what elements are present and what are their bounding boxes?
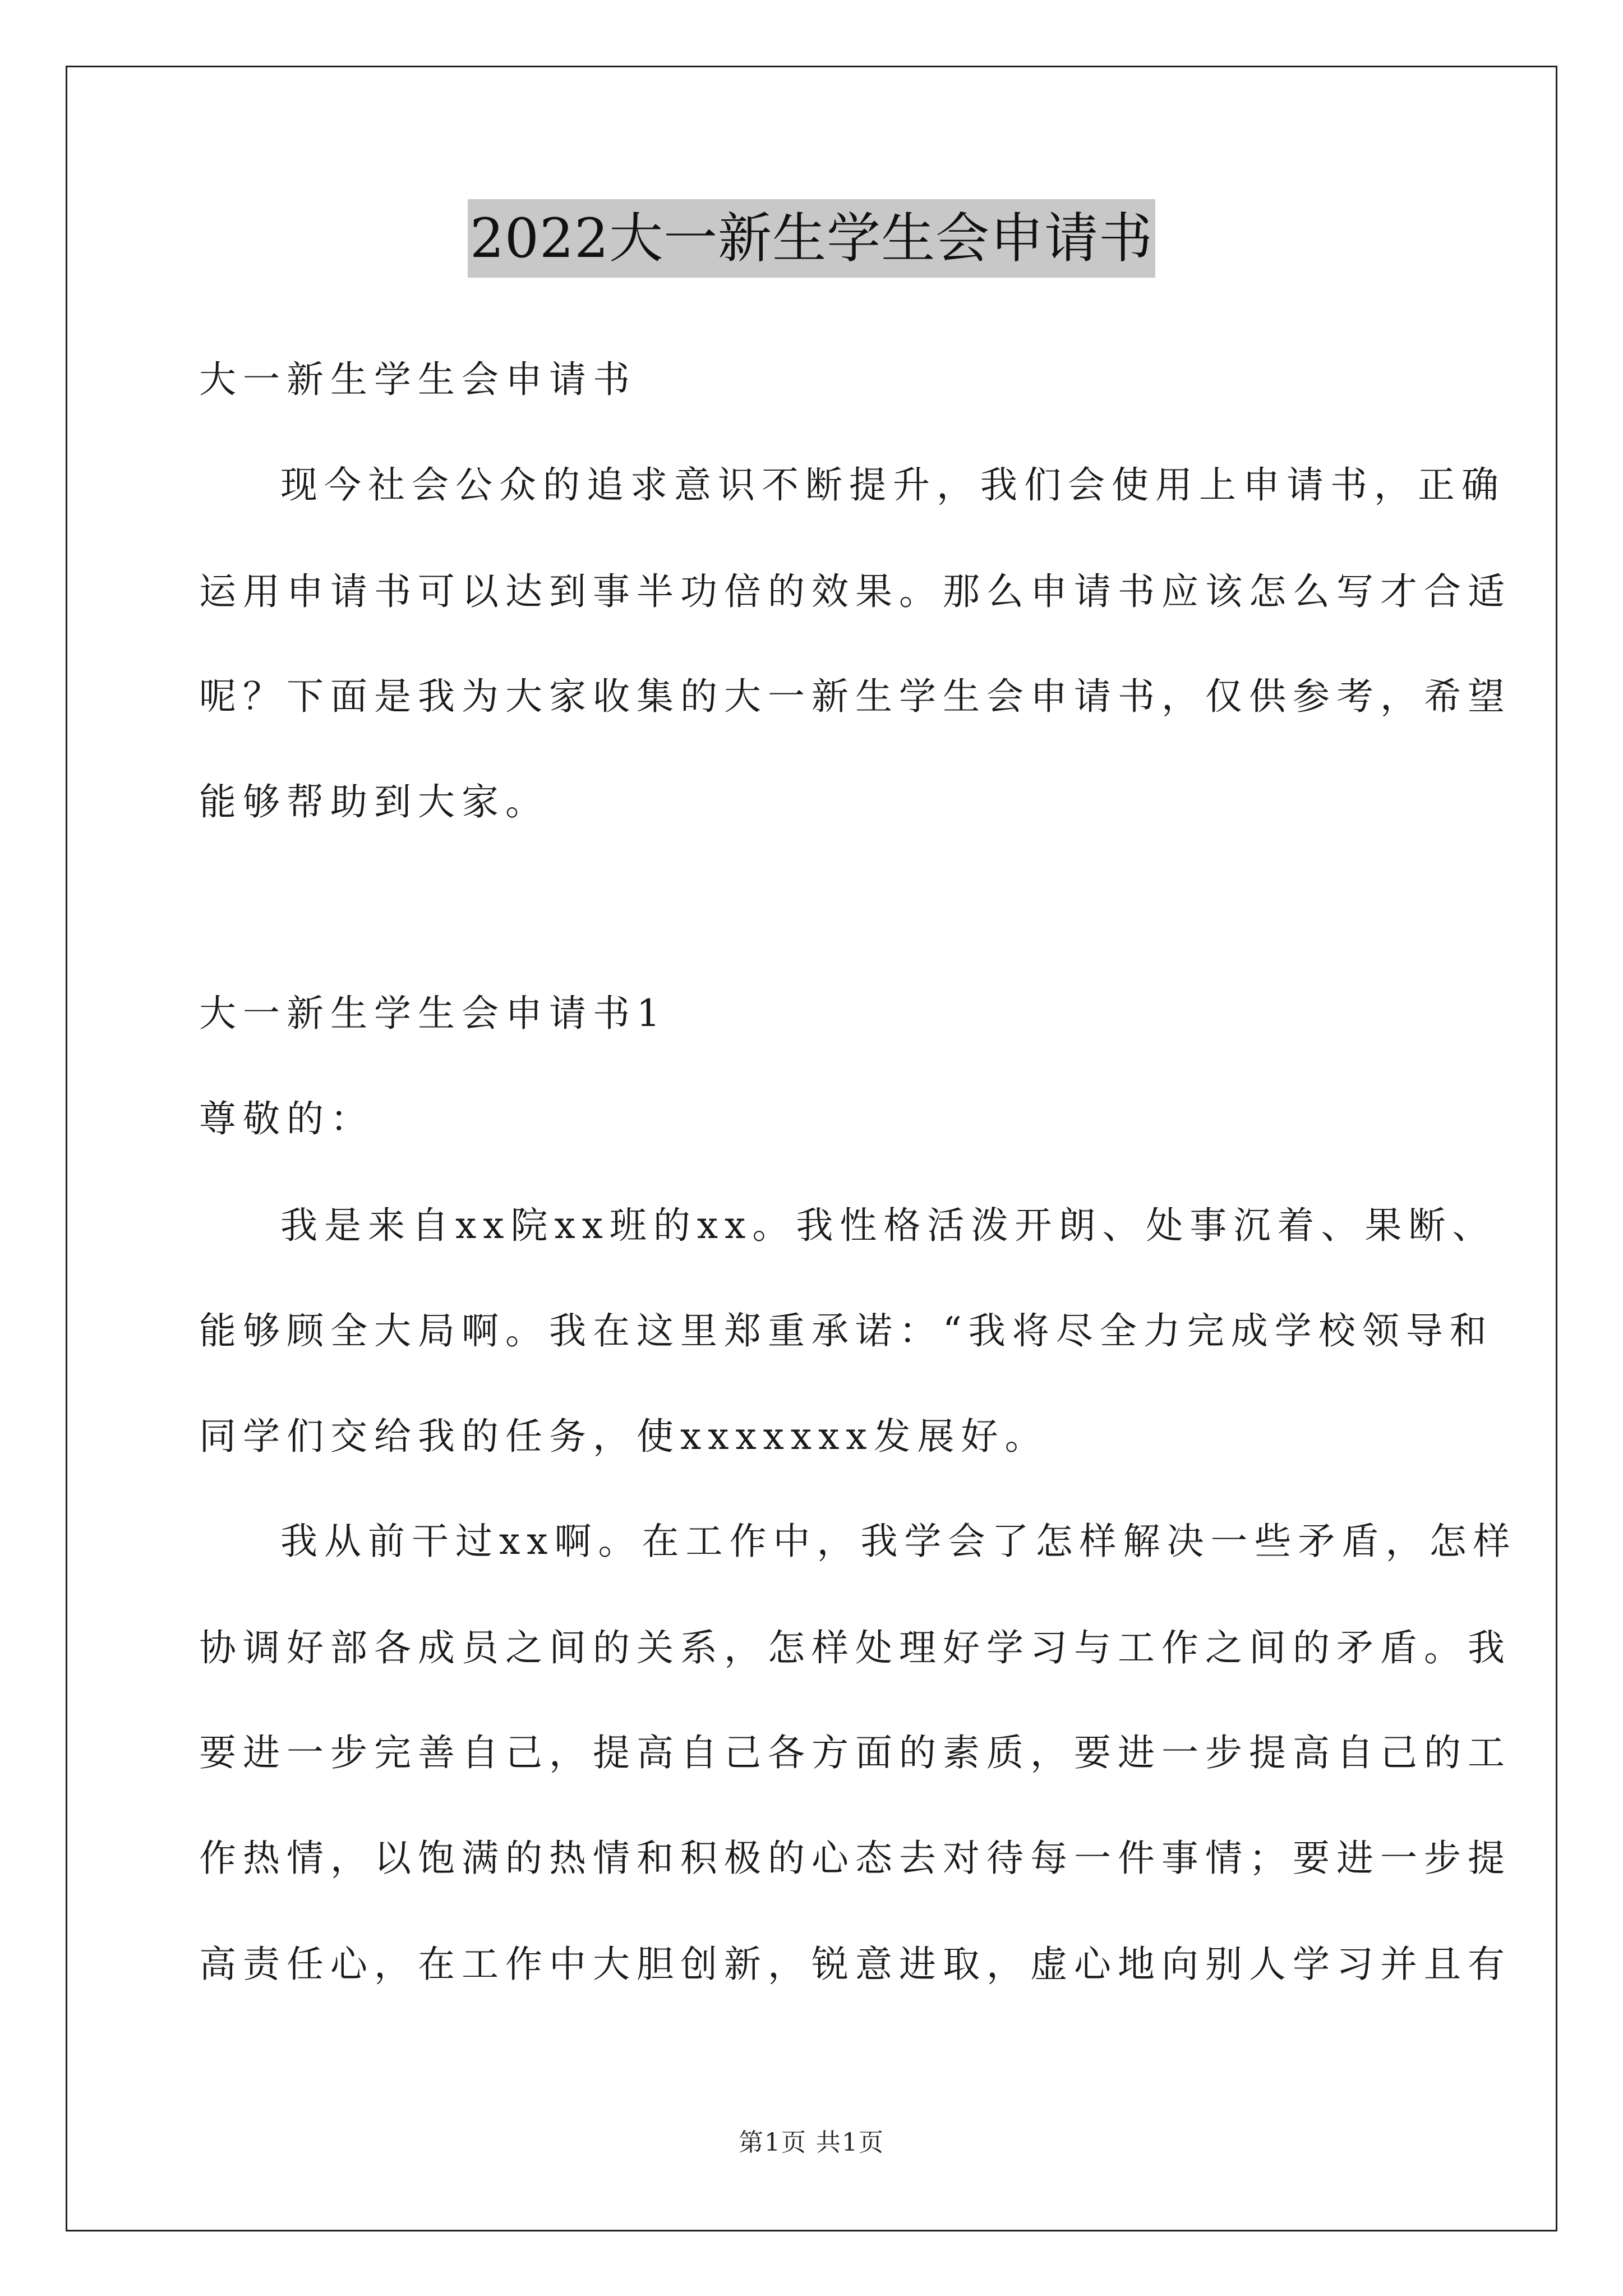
paragraph-line: 高责任心，在工作中大胆创新，锐意进取，虚心地向别人学习并且有	[199, 1943, 1511, 1986]
intro-line: 现今社会公众的追求意识不断提升，我们会使用上申请书，正确	[280, 463, 1505, 507]
paragraph-line: 作热情，以饱满的热情和积极的心态去对待每一件事情；要进一步提	[199, 1837, 1511, 1880]
paragraph-line: 我从前干过xx啊。在工作中，我学会了怎样解决一些矛盾，怎样	[280, 1520, 1517, 1563]
intro-line: 运用申请书可以达到事半功倍的效果。那么申请书应该怎么写才合适	[199, 570, 1511, 613]
section-heading: 大一新生学生会申请书1	[199, 992, 667, 1035]
paragraph-line: 协调好部各成员之间的关系，怎样处理好学习与工作之间的矛盾。我	[199, 1626, 1511, 1669]
paragraph-line: 要进一步完善自己，提高自己各方面的素质，要进一步提高自己的工	[199, 1731, 1511, 1774]
paragraph-line: 我是来自xx院xx班的xx。我性格活泼开朗、处事沉着、果断、	[280, 1204, 1496, 1247]
page-footer: 第1页 共1页	[739, 2128, 884, 2157]
document-title: 2022大一新生学生会申请书	[468, 199, 1155, 278]
paragraph-line: 能够顾全大局啊。我在这里郑重承诺：“我将尽全力完成学校领导和	[199, 1309, 1493, 1352]
subtitle: 大一新生学生会申请书	[199, 358, 637, 401]
title-container	[0, 199, 1623, 278]
intro-line: 能够帮助到大家。	[199, 780, 549, 823]
salutation: 尊敬的：	[199, 1097, 374, 1140]
paragraph-line: 同学们交给我的任务，使xxxxxxx发展好。	[199, 1415, 1049, 1458]
intro-line: 呢？下面是我为大家收集的大一新生学生会申请书，仅供参考，希望	[199, 675, 1511, 718]
